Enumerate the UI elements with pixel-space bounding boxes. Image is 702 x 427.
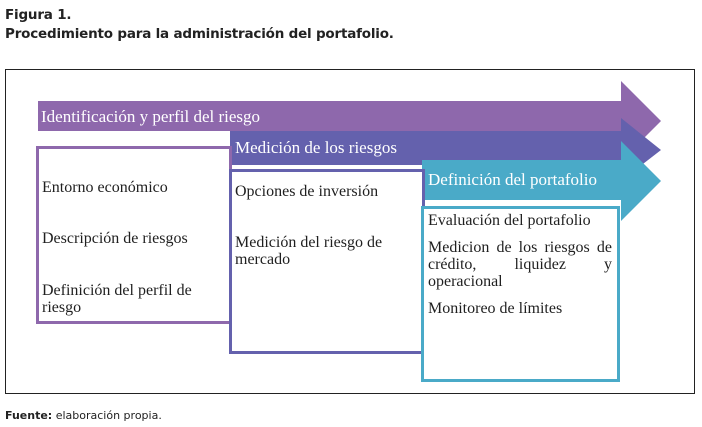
source-label: Fuente: [5,409,53,422]
stage-3-title: Definición del portafolio [428,170,598,189]
stage-3-box [421,206,620,382]
source-text: elaboración propia. [55,409,162,422]
figure-title: Procedimiento para la administración del portafolio. [5,26,394,42]
stage-3-item: Medicion de los riesgos de crédito, liquidez y operacional [428,239,612,290]
stage-2-title: Medición de los riesgos [235,138,397,157]
stage-1-item: Definición del perfil de riesgo [42,282,192,316]
figure-number: Figura 1. [5,7,72,23]
stage-3-item: Monitoreo de límites [428,300,563,317]
stage-1-item: Descripción de riesgos [42,230,188,247]
stage-2-item: Medición del riesgo de mercado [235,234,383,268]
stage-3-item: Evaluación del portafolio [428,212,591,229]
stage-1-item: Entorno económico [42,179,168,196]
source-note [5,409,162,422]
stage-2-item: Opciones de inversión [235,183,379,200]
stage-1-title: Identificación y perfil del riesgo [41,107,261,126]
